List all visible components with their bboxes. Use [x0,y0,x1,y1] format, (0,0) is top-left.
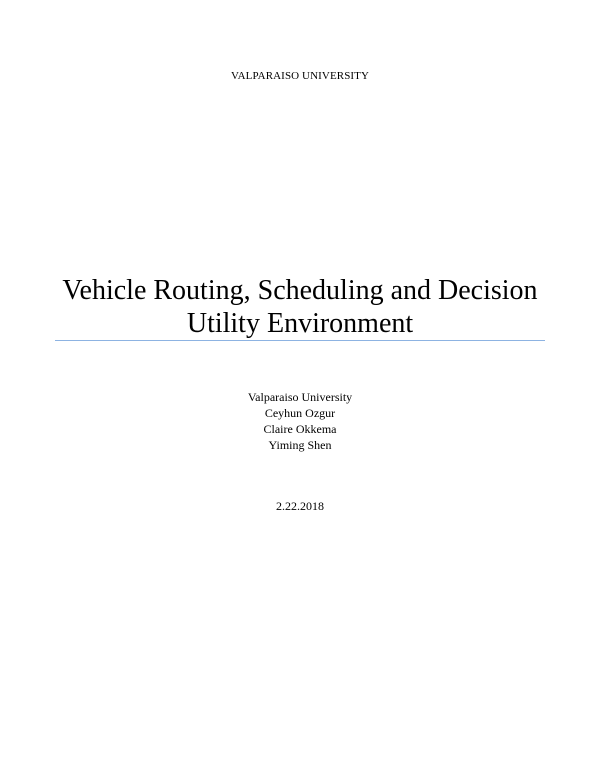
affiliation: Valparaiso University [247,390,353,404]
university-header: VALPARAISO UNIVERSITY [230,70,370,82]
title-line-2: Utility Environment [186,308,414,339]
title-line-1: Vehicle Routing, Scheduling and Decision [62,275,538,306]
document-title [40,274,560,340]
author-name: Yiming Shen [268,438,332,452]
author-name: Ceyhun Ozgur [264,406,336,420]
title-divider [55,340,545,341]
author-block [0,389,600,453]
document-date: 2.22.2018 [276,499,324,513]
author-name: Claire Okkema [263,422,337,436]
